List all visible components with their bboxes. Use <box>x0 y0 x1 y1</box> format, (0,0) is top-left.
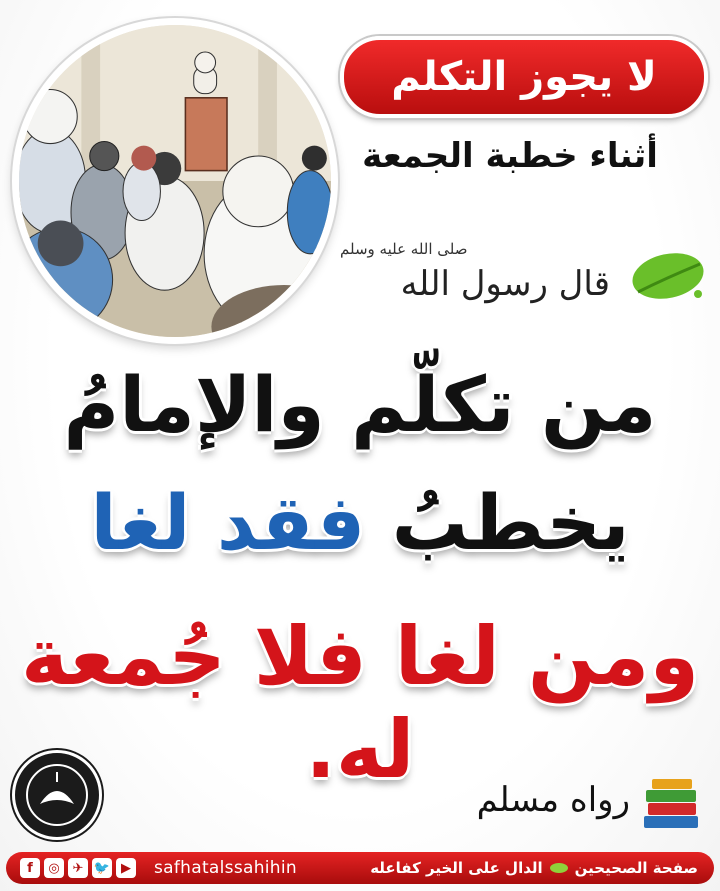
twitter-icon[interactable]: 🐦 <box>92 858 112 878</box>
prophet-said-text: قال رسول الله <box>400 264 610 304</box>
prophet-said-row <box>300 238 710 318</box>
title-text: لا يجوز التكلم <box>391 54 657 100</box>
page-name: صفحة الصحيحين <box>574 859 698 877</box>
small-leaf-icon <box>549 861 569 875</box>
narrator-text: رواه مسلم <box>476 780 630 820</box>
telegram-icon[interactable]: ✈ <box>68 858 88 878</box>
leaf-icon <box>626 246 708 306</box>
logo-emblem <box>12 750 102 840</box>
books-icon <box>640 776 702 834</box>
social-icons <box>20 858 136 878</box>
website-handle[interactable]: safhatalssahihin <box>154 858 297 878</box>
slogan: الدال على الخير كفاعله <box>370 859 543 877</box>
title-banner <box>340 36 708 118</box>
hadith-line-2 <box>0 478 720 567</box>
hadith-line-2-black: يخطبُ <box>391 478 630 567</box>
hadith-line-2-blue: فقد لغا <box>90 478 366 567</box>
facebook-icon[interactable]: f <box>20 858 40 878</box>
footer-arabic <box>370 859 698 877</box>
sermon-illustration <box>12 18 338 344</box>
subtitle: أثناء خطبة الجمعة <box>362 136 658 176</box>
hadith-line-1: من تكلّم والإمامُ <box>63 360 657 449</box>
instagram-icon[interactable]: ◎ <box>44 858 64 878</box>
footer-bar <box>6 852 714 884</box>
hadith-line-3: ومن لغا فلا جُمعة له. <box>20 610 700 796</box>
youtube-icon[interactable]: ▶ <box>116 858 136 878</box>
honorific-text: صلى الله عليه وسلم <box>340 240 468 258</box>
emblem-icon <box>22 760 92 830</box>
